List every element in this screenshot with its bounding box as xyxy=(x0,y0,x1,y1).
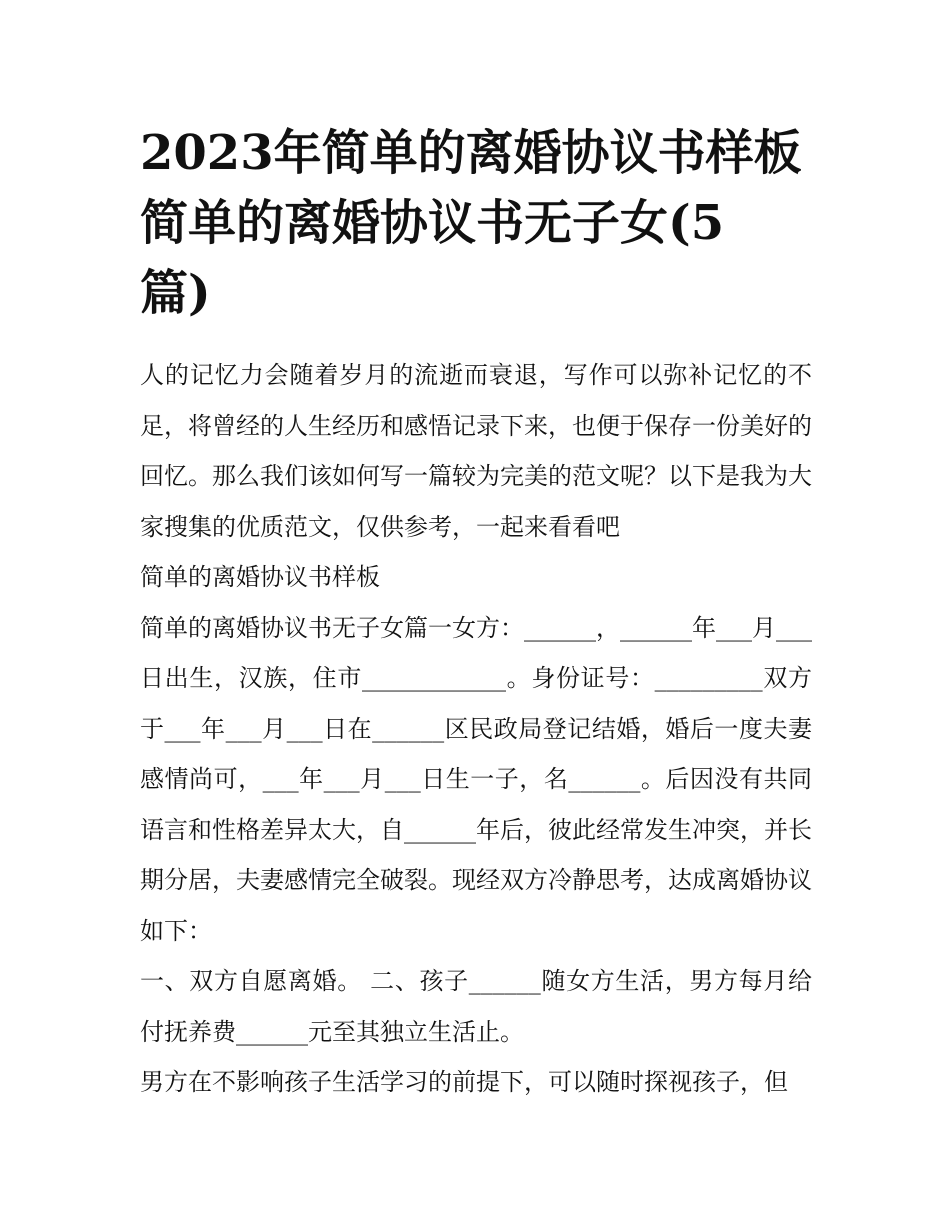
title-line-3: 篇) xyxy=(140,265,211,321)
title-line-2: 简单的离婚协议书无子女(5 xyxy=(140,195,725,251)
document-title xyxy=(140,118,812,328)
section-heading: 简单的离婚协议书样板 xyxy=(140,563,380,591)
agreement-paragraph: 简单的离婚协议书无子女篇一女方：______，______年___月___日出生，汉族，住市____________。身份证号：_________双方于___年___月___日在______区民政局登记结婚，婚后一度夫妻感情尚可，___年___月___日生一子，名______。后因没有共同语言和性格差异太大，自______年后，彼此经常发生冲突，并长期分居，夫妻感情完全破裂。现经双方冷静思考，达成离婚协议如下： xyxy=(140,613,812,945)
title-line-1: 2023年简单的离婚协议书样板 xyxy=(140,125,802,181)
document-content xyxy=(140,118,812,1108)
intro-paragraph: 人的记忆力会随着岁月的流逝而衰退，写作可以弥补记忆的不足，将曾经的人生经历和感悟记录下来，也便于保存一份美好的回忆。那么我们该如何写一篇较为完美的范文呢？以下是我为大家搜集的优质范文，仅供参考，一起来看看吧 xyxy=(140,361,812,541)
clause-paragraph: 一、双方自愿离婚。 二、孩子______随女方生活，男方每月给付抚养费______元至其独立生活止。 xyxy=(140,967,812,1046)
document-body xyxy=(140,350,812,1108)
visitation-paragraph: 男方在不影响孩子生活学习的前提下，可以随时探视孩子，但 xyxy=(140,1068,788,1096)
